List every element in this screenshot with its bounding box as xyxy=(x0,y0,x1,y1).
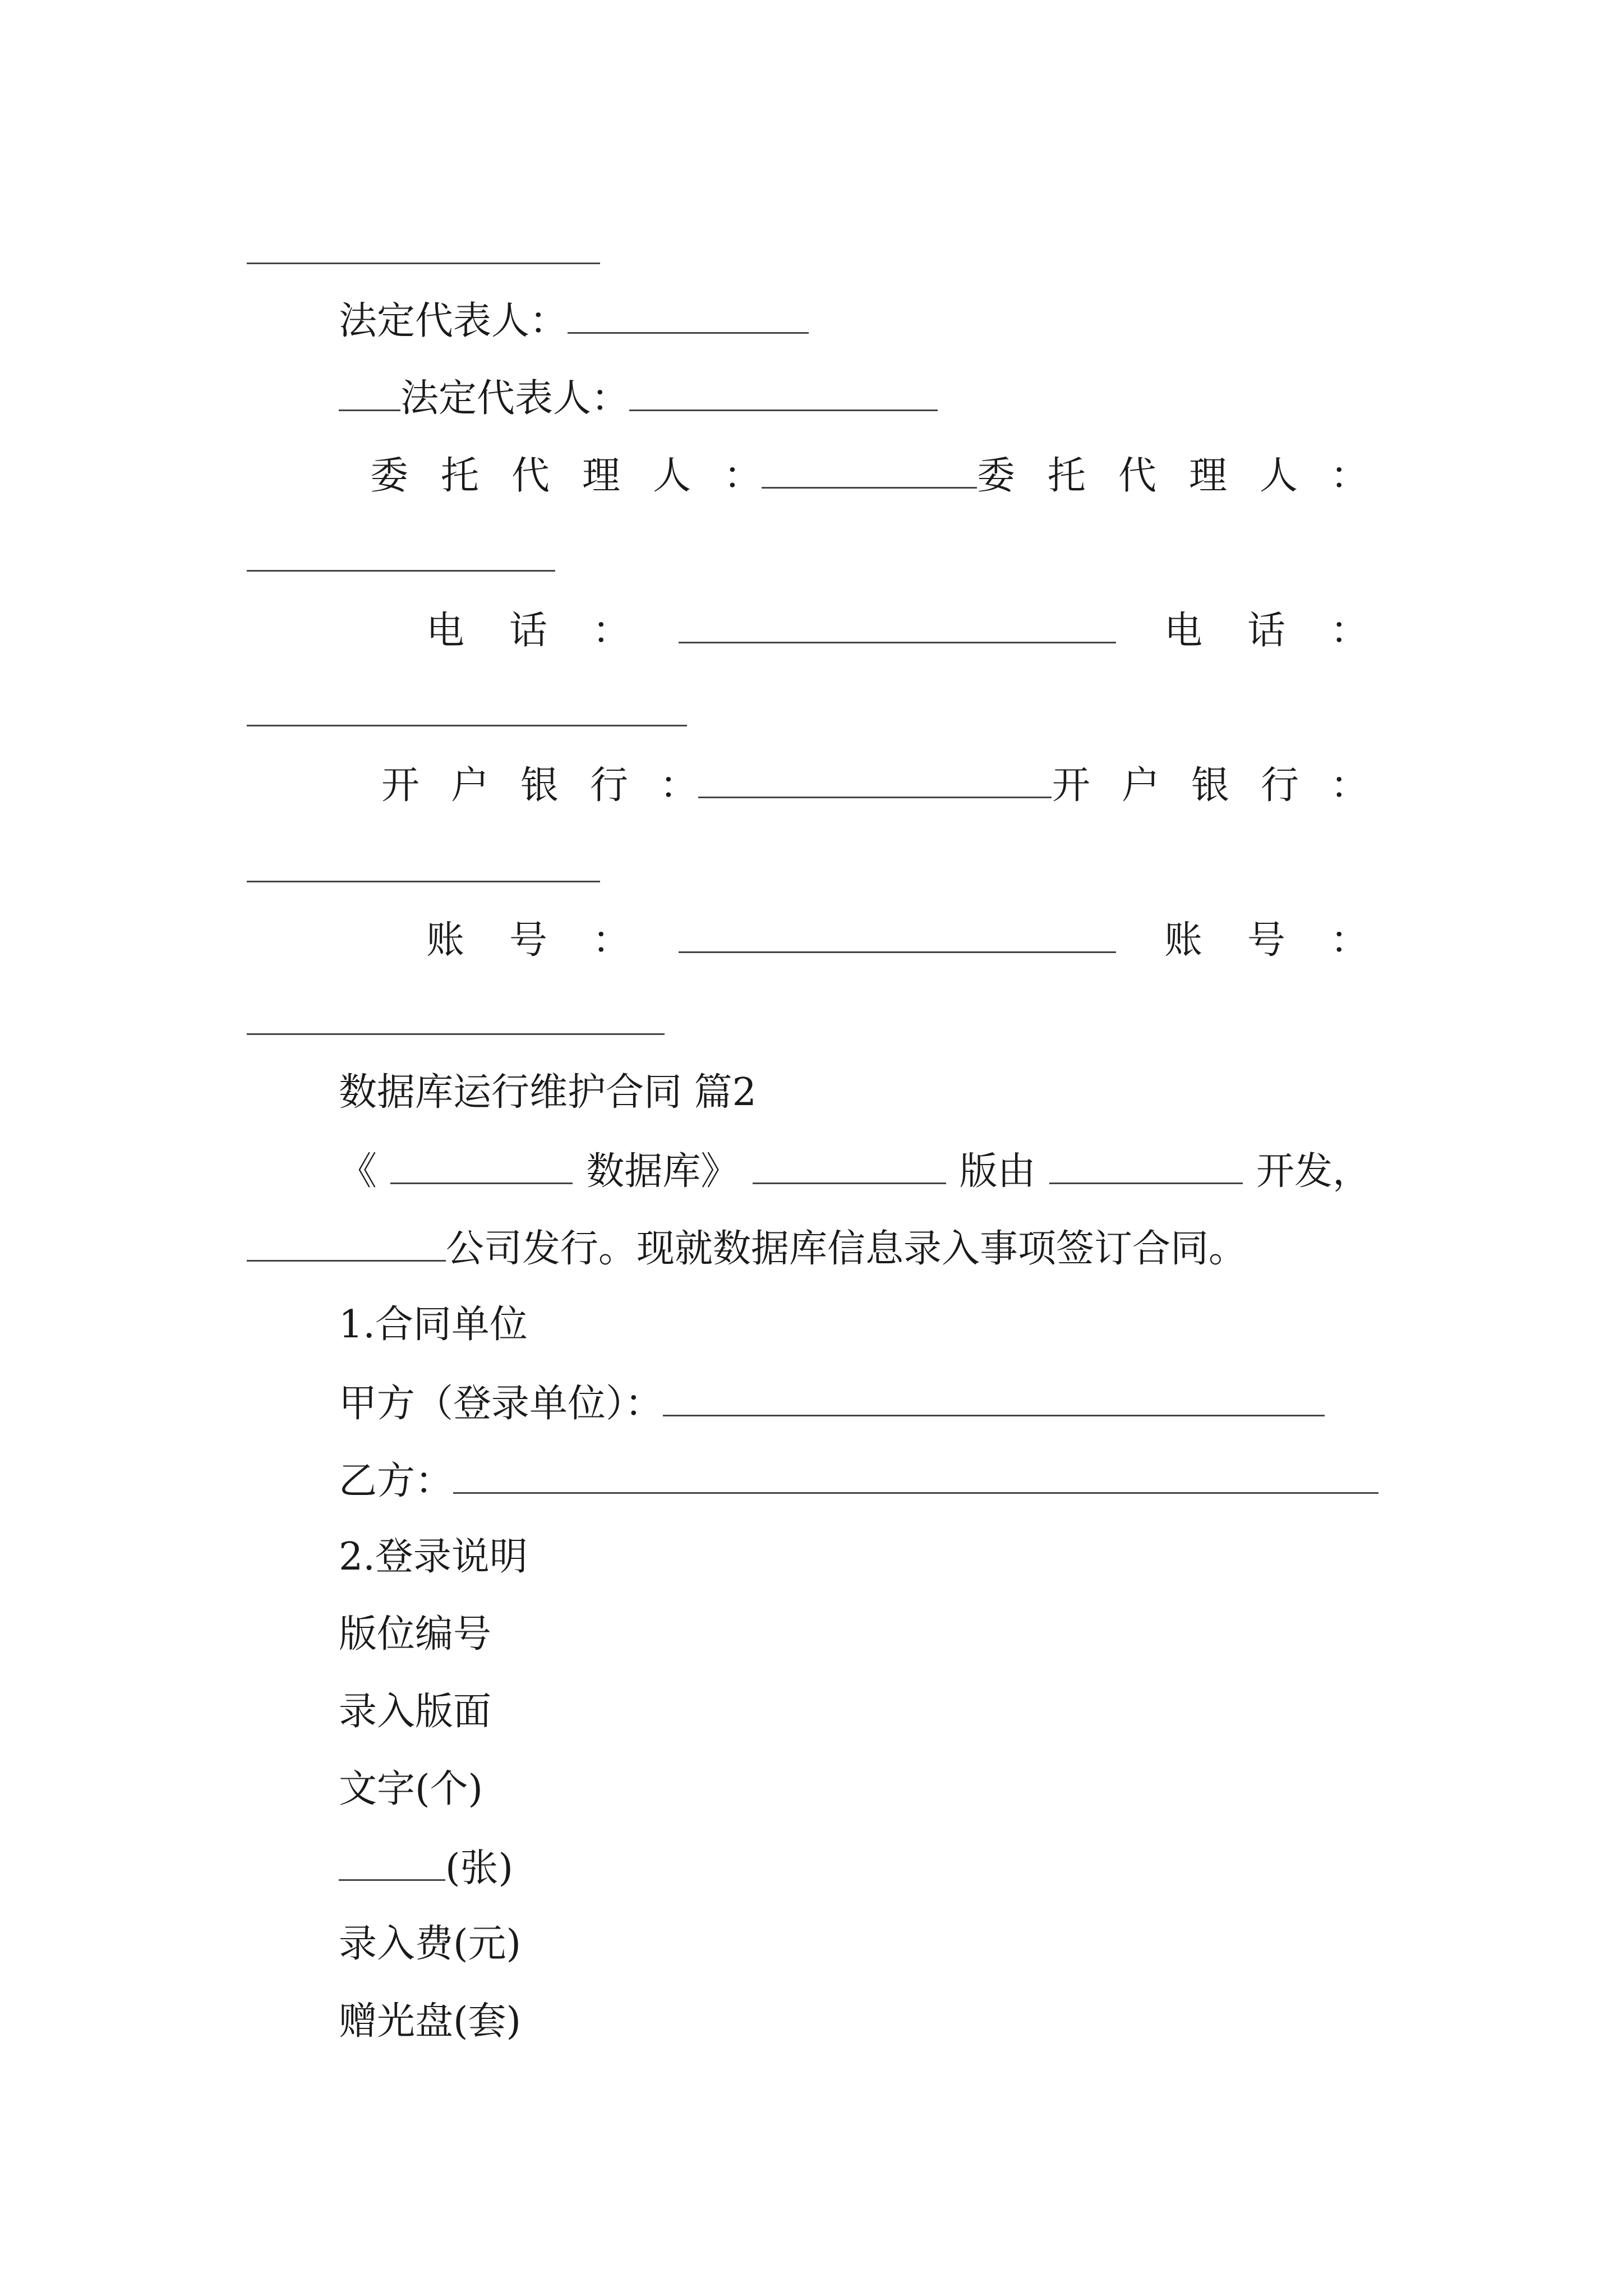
phone-char-3: ： xyxy=(592,609,631,653)
intro-line-2 xyxy=(247,1225,1247,1270)
gift-disc-label: 赠光盘(套) xyxy=(339,1999,522,2044)
party-b-line xyxy=(339,1457,1378,1502)
bank-char-3: 银 xyxy=(520,763,559,808)
bank-char-4: 行 xyxy=(590,763,629,808)
agent-b-char-3: 代 xyxy=(1118,454,1156,498)
bank-b-char-4: 行 xyxy=(1260,763,1299,808)
account-line xyxy=(426,917,1368,961)
agent-b-char-5: 人 xyxy=(1259,454,1298,498)
agent-b-char-2: 托 xyxy=(1047,454,1086,498)
agent-blank-a xyxy=(762,452,977,489)
phone-b-char-1: 电 xyxy=(1164,609,1202,653)
party-a-blank xyxy=(663,1380,1325,1416)
top-blank-line xyxy=(247,263,600,264)
agent-b-char-4: 理 xyxy=(1188,454,1227,498)
account-char-2: 号 xyxy=(509,918,548,963)
legal-rep-prefix-blank xyxy=(339,375,400,411)
phone-line xyxy=(426,607,1368,652)
bank-blank-b xyxy=(247,881,600,882)
legal-rep-b-label: 法定代表人： xyxy=(400,376,630,421)
bank-line xyxy=(381,762,1368,807)
bank-blank-a xyxy=(698,762,1052,798)
bank-char-5: ： xyxy=(660,763,698,808)
sheet-count-label: (张) xyxy=(445,1846,514,1890)
account-char-1: 账 xyxy=(426,918,465,963)
agent-char-1: 委 xyxy=(370,454,409,498)
intro-line-2-text: 公司发行。现就数据库信息录入事项签订合同。 xyxy=(446,1227,1247,1271)
sheet-count-blank xyxy=(339,1844,445,1881)
agent-b-char-6: ： xyxy=(1330,454,1368,498)
developer-blank xyxy=(1049,1148,1243,1184)
agent-char-6: ： xyxy=(723,454,762,498)
entry-fee-label: 录入费(元) xyxy=(339,1922,522,1966)
legal-rep-b-blank xyxy=(629,375,938,411)
legal-rep-label: 法定代表人： xyxy=(339,299,568,343)
section-title: 数据库运行维护合同 篇2 xyxy=(339,1070,757,1115)
intro-edition-label: 版由 xyxy=(959,1149,1036,1194)
phone-blank-a xyxy=(679,607,1116,643)
agent-blank-b xyxy=(247,570,555,572)
intro-dev-label: 开发， xyxy=(1256,1149,1371,1194)
phone-b-char-3: ： xyxy=(1330,609,1368,653)
text-count-label: 文字(个) xyxy=(339,1767,483,1811)
agent-char-5: 人 xyxy=(653,454,691,498)
account-char-3: ： xyxy=(592,918,631,963)
phone-char-2: 话 xyxy=(509,609,548,653)
legal-rep-line-b xyxy=(339,375,938,420)
agent-char-2: 托 xyxy=(441,454,479,498)
intro-db-label: 数据库》 xyxy=(586,1149,739,1194)
db-name-blank xyxy=(390,1148,573,1184)
entry-page-label: 录入版面 xyxy=(339,1690,492,1734)
publisher-blank xyxy=(247,1225,446,1262)
account-blank-a xyxy=(679,917,1116,953)
phone-b-char-2: 话 xyxy=(1247,609,1285,653)
bank-b-char-3: 银 xyxy=(1191,763,1229,808)
account-blank-b xyxy=(247,1033,665,1035)
legal-rep-line-a xyxy=(339,297,809,342)
account-b-char-3: ： xyxy=(1330,918,1368,963)
phone-blank-b xyxy=(247,725,687,726)
account-b-char-2: 号 xyxy=(1247,918,1285,963)
item-2-heading: 2.登录说明 xyxy=(339,1535,528,1579)
bank-b-char-5: ： xyxy=(1330,763,1368,808)
phone-char-1: 电 xyxy=(426,609,465,653)
account-b-char-1: 账 xyxy=(1164,918,1202,963)
legal-rep-blank xyxy=(568,297,809,334)
bank-char-1: 开 xyxy=(381,763,420,808)
party-a-line xyxy=(339,1380,1325,1425)
party-b-blank xyxy=(453,1457,1378,1494)
party-b-label: 乙方： xyxy=(339,1459,454,1503)
bank-char-2: 户 xyxy=(451,763,490,808)
bank-b-char-1: 开 xyxy=(1052,763,1090,808)
bank-b-char-2: 户 xyxy=(1121,763,1160,808)
item-1-heading: 1.合同单位 xyxy=(339,1303,528,1347)
party-a-label: 甲方（登录单位）： xyxy=(339,1382,663,1426)
layout-number-label: 版位编号 xyxy=(339,1612,492,1657)
agent-char-4: 理 xyxy=(582,454,621,498)
intro-open-bracket: 《 xyxy=(339,1149,377,1194)
intro-line-1 xyxy=(339,1148,1371,1193)
agent-line xyxy=(370,452,1368,497)
agent-char-3: 代 xyxy=(511,454,550,498)
edition-blank xyxy=(753,1148,946,1184)
agent-b-char-1: 委 xyxy=(976,454,1015,498)
sheet-count-line xyxy=(339,1844,513,1889)
